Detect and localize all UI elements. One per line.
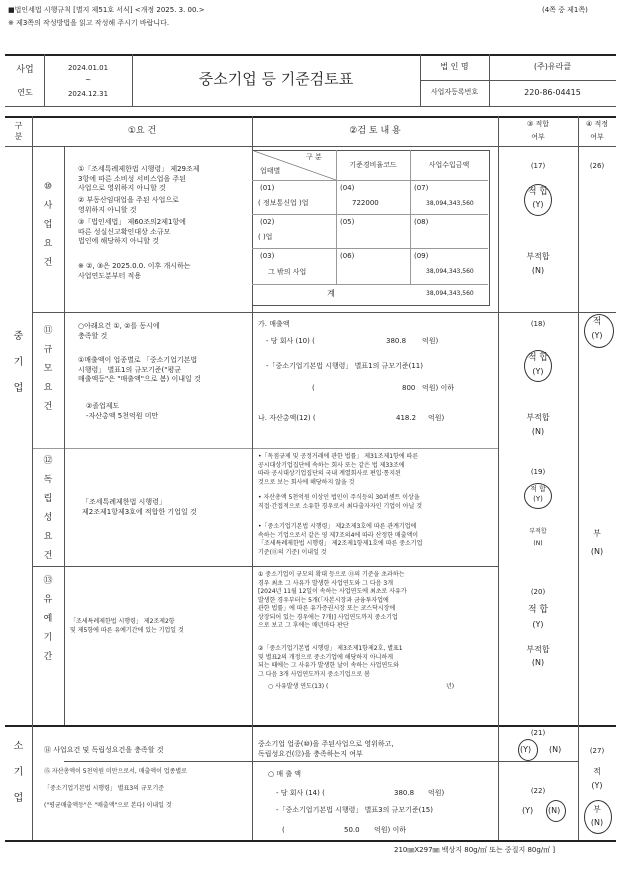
grace-fit-no: (20) — [530, 588, 546, 596]
grace-review-2: ②「중소기업기본법 시행령」 제3조제1항제2호, 별표1 및 별표2의 개정으로 중소기업에 해당하지 아니하게 되는 때에는 그 사유가 발생한 날이 속하는 사업연도와 그 다음 3개 사업연도까지 중소기업으로 봄 — [258, 645, 403, 678]
grace-year-unit: 년) — [446, 683, 455, 690]
scale-fit-y: (Y) — [532, 367, 544, 376]
reg-no-label: 사업자등록번호 — [430, 88, 479, 96]
cell-06: (06) — [340, 252, 355, 260]
business-fit-no: (17) — [530, 162, 546, 170]
business-req-3: ③「법인세법」 제60조의2제1항에 따른 성실신고확인대상 소규모 법인에 해당하지 아니할 것 — [78, 218, 186, 245]
cell-08: (08) — [414, 218, 429, 226]
cell-09: (09) — [414, 252, 429, 260]
reg-no: 220-86-04415 — [524, 88, 581, 97]
adequacy-26: (26) — [589, 162, 605, 170]
cell-03: (03) — [260, 252, 275, 260]
scale-review-criteria: -「중소기업기본법 시행령」 별표1의 규모기준(11) — [266, 362, 423, 370]
tbl-industry: 업태별 — [260, 167, 281, 175]
independence-fit-y: (Y) — [533, 495, 543, 503]
period-separator: ~ — [85, 76, 91, 84]
scale-assets-value: 418.2 — [396, 414, 417, 422]
page-title: 중소기업 등 기준검토표 — [198, 70, 354, 88]
tbl-code-header: 기준경비율코드 — [349, 161, 397, 169]
adequacy-y: (Y) — [591, 331, 603, 340]
small-req-14: ⑭ 사업요건 및 독립성요건을 충족할 것 — [44, 746, 164, 754]
scale-fit-yes: 적 합 — [527, 353, 549, 363]
business-req-1: ①「조세특례제한법 시행령」 제29조제 3항에 따른 소비성 서비스업을 주된 사업으로 영위하지 아니할 것 — [78, 165, 200, 192]
small-adequacy-y: (Y) — [591, 781, 603, 790]
cell-03-name: 그 밖의 사업 — [268, 268, 307, 276]
col-gubun: 구 분 — [14, 121, 23, 141]
business-fit-bad: 부적합 — [526, 252, 550, 261]
scale-fit-bad: 부적합 — [526, 413, 550, 422]
small-fit-14-y: (Y) — [520, 745, 532, 754]
col-review: ②검 토 내 용 — [349, 126, 401, 136]
independence-review-2: • 자산총액 5천억원 이상인 법인이 주식등의 30퍼센트 이상을 직접·간접적으로 소유한 경우로서 최다출자자인 기업이 아닐 것 — [258, 494, 423, 510]
grace-fit-n: (N) — [531, 658, 545, 667]
cell-02: (02) — [260, 218, 275, 226]
business-fit-y: (Y) — [532, 200, 544, 209]
independence-fit-yes: 적 합 — [530, 485, 546, 493]
grace-fit-bad: 부적합 — [526, 645, 550, 654]
scale-criteria-value: 800 — [402, 384, 416, 392]
independence-review-1: •「독점규제 및 공정거래에 관한 법률」 제31조제1항에 따른 공시대상기업집단에 속하는 회사 또는 같은 법 제33조에 따라 공시대상기업집단의 국내 계열회사로 편입·통지된 것으로 보는 회사에 해당하지 않을 것 — [258, 453, 419, 486]
small-req-15: ⑮ 자산총액이 5천억원 미만으로서, 매출액이 업종별로 「중소기업기본법 시행령」 별표3의 규모기준 ("평균매출액등"은 "매출액"으로 본다) 이내일 것 — [44, 768, 187, 809]
independence-fit-no: (19) — [530, 468, 546, 476]
adequacy-yes: 적 — [592, 317, 602, 327]
cell-07: (07) — [414, 184, 429, 192]
col-fit-4a: ④ 적정 — [585, 120, 609, 128]
independence-req: 「조세특례제한법 시행령」 제2조제1항제3호에 적합한 기업일 것 — [82, 498, 197, 516]
scale-req-2: ②졸업제도 -자산총액 5천억원 미만 — [86, 402, 159, 420]
small-fit-15-n: (N) — [548, 806, 561, 815]
scale-label: ⑪ 규 모 요 건 — [43, 326, 53, 412]
small-company-unit: 억원) — [428, 789, 445, 797]
scale-review-assets: 나. 자산총액(12) ( — [258, 414, 316, 422]
business-fit-yes: 적 합 — [527, 187, 549, 197]
col-fit-3b: 여부 — [531, 133, 545, 141]
scale-assets-unit: 억원) — [428, 414, 445, 422]
small-adequacy-bad: 부 — [593, 805, 601, 814]
cell-02-name: ( )업 — [258, 233, 273, 241]
grace-fit-yes: 적 합 — [527, 605, 549, 615]
business-label: ⑩ 사 업 요 건 — [43, 182, 53, 268]
small-company-value: 380.8 — [394, 789, 415, 797]
section-sme: 중 기 업 — [13, 331, 24, 394]
col-fit-3a: ③ 적합 — [526, 120, 550, 128]
page-info: (4쪽 중 제1쪽) — [542, 6, 588, 14]
scale-review-sales: 가. 매출액 — [258, 320, 290, 328]
paper-spec: 210㎜X297㎜ 백상지 80g/㎡ 또는 중질지 80g/㎡ ] — [394, 846, 556, 854]
form-reference: ■법인세법 시행규칙 [별지 제51호 서식] <개정 2025. 3. 00.> — [8, 6, 205, 14]
small-fit-15-y: (Y) — [522, 806, 534, 815]
section-small-biz: 소 기 업 — [13, 741, 24, 804]
small-fit-21: (21) — [530, 729, 546, 737]
small-fit-14-n: (N) — [549, 745, 562, 754]
small-adequacy-yes: 적 — [593, 767, 601, 776]
total-label: 계 — [327, 289, 335, 298]
period-start: 2024.01.01 — [67, 64, 109, 72]
cell-01-name: ( 정보통신업 )업 — [258, 199, 309, 207]
small-fit-22: (22) — [530, 787, 546, 795]
cell-04-value: 722000 — [352, 199, 379, 207]
grace-label: ⑬ 유 예 기 간 — [43, 576, 53, 662]
independence-label: ⑫ 독 립 성 요 건 — [43, 456, 53, 561]
scale-fit-n: (N) — [531, 427, 545, 436]
total-value: 38,094,343,560 — [426, 290, 474, 297]
scale-company-value: 380.8 — [386, 337, 407, 345]
cell-05: (05) — [340, 218, 355, 226]
scale-req-intro: ○아래요건 ①, ②를 동시에 충족할 것 — [78, 322, 160, 340]
year-label-2: 연도 — [17, 88, 33, 97]
corp-name-label: 법 인 명 — [440, 62, 469, 71]
business-req-note: ※ ②, ③은 2025.0.0. 이후 개시하는 사업연도분부터 적용 — [78, 262, 191, 280]
grace-review-year: ○ 사유발생 연도(13) ( — [268, 683, 329, 690]
tbl-gubun: 구 분 — [306, 153, 322, 161]
scale-fit-no: (18) — [530, 320, 546, 328]
scale-criteria-unit: 억원) 이하 — [422, 384, 455, 392]
small-criteria-value: 50.0 — [344, 826, 360, 834]
scale-company-unit: 억원) — [422, 337, 439, 345]
corp-name: (주)유라클 — [533, 62, 572, 71]
scale-review-company: - 당 회사 (10) ( — [266, 337, 315, 345]
instruction-note: ※ 제3쪽의 작성방법을 읽고 작성해 주시기 바랍니다. — [8, 19, 170, 27]
small-review-company: - 당 회사 (14) ( — [276, 789, 325, 797]
small-criteria-open: ( — [282, 826, 285, 834]
year-label-1: 사업 — [16, 65, 34, 75]
small-review-14: 중소기업 업종(⑩)을 주된사업으로 영위하고, 독립성요건(⑫)을 충족하는지 여부 — [258, 740, 394, 758]
business-req-2: ② 부동산임대업을 주된 사업으로 영위하지 아니할 것 — [78, 196, 179, 214]
period-end: 2024.12.31 — [67, 90, 109, 98]
cell-07-value: 38,094,343,560 — [426, 200, 474, 207]
small-review-criteria: -「중소기업기본법 시행령」 별표3의 규모기준(15) — [276, 806, 433, 814]
col-fit-4b: 여부 — [590, 133, 604, 141]
col-requirement: ①요 건 — [127, 126, 157, 136]
adequacy-27: (27) — [589, 747, 605, 755]
grace-req: 「조세특례제한법 시행령」 제2조제2항 및 제5항에 따른 유예기간에 있는 기업일 것 — [70, 618, 184, 634]
cell-04: (04) — [340, 184, 355, 192]
cell-09-value: 38,094,343,560 — [426, 268, 474, 275]
cell-01: (01) — [260, 184, 275, 192]
independence-review-3: •「중소기업기본법 시행령」 제2조제3호에 따른 관계기업에 속하는 기업으로서 같은 영 제7조의4에 따라 산정한 매출액이 「조세특례제한법 시행령」 제2조제1항제1호에 따른 중소기업 기준(⑪의 기준) 이내일 것 — [258, 523, 423, 556]
business-fit-n: (N) — [531, 266, 545, 275]
scale-criteria-open: ( — [312, 384, 315, 392]
adequacy-bad: 부 — [593, 529, 601, 538]
small-criteria-unit: 억원) 이하 — [374, 826, 407, 834]
small-adequacy-n: (N) — [590, 818, 604, 827]
grace-fit-y: (Y) — [532, 620, 544, 629]
scale-req-1: ①매출액이 업종별로 「중소기업기본법 시행령」 별표1의 규모기준("평균 매출액등"은 "매출액"으로 봄) 이내일 것 — [78, 356, 201, 383]
tbl-revenue-header: 사업수입금액 — [428, 161, 470, 169]
small-review-sales: ○ 매 출 액 — [268, 770, 302, 778]
grace-review-1: ① 중소기업이 규모의 확대 등으로 ⑪의 기준을 초과하는 경우 최초 그 사유가 발생한 사업연도와 그 다음 3개 [2024년 11월 12일이 속하는 사업연도에 최초로 사유가 발생한 경우부터는 5개(「자본시장과 금융투자업에 관한 법률」에 따른 유가증권시장 또는 코스닥시장에 상장되어 있는 경우에는 7개)] 사업연도까지 중소기업 으로 보고 그 후에는 매년마다 판단 — [258, 571, 407, 629]
independence-fit-bad: 부적합 — [529, 528, 547, 535]
adequacy-n: (N) — [590, 547, 604, 556]
independence-fit-n: (N) — [533, 540, 543, 547]
